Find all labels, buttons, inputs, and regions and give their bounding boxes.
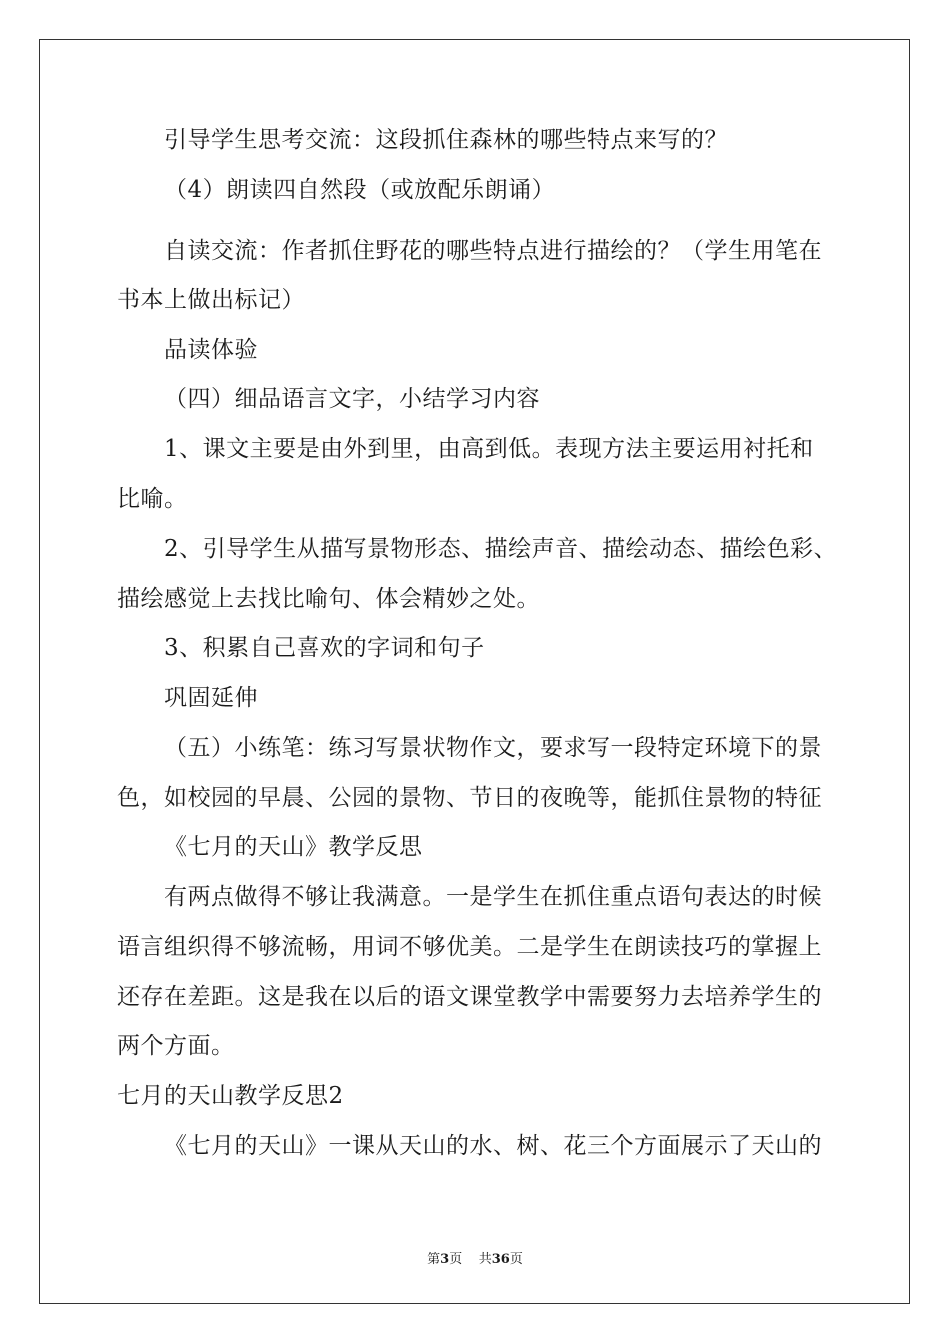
total-suffix: 页	[509, 1252, 523, 1267]
page-number: 3	[440, 1252, 450, 1267]
text-line: 比喻。	[117, 486, 188, 512]
section-heading: 七月的天山教学反思2	[117, 1083, 344, 1109]
text-line: 语言组织得不够流畅，用词不够优美。二是学生在朗读技巧的掌握上	[117, 934, 822, 960]
page-prefix: 第	[427, 1252, 441, 1267]
text-line: （四）细品语言文字，小结学习内容	[164, 386, 540, 412]
text-line: 品读体验	[164, 337, 258, 363]
page-footer	[0, 1248, 950, 1267]
text-line: 2、引导学生从描写景物形态、描绘声音、描绘动态、描绘色彩、	[164, 536, 838, 562]
page-border	[39, 39, 910, 1304]
text-line: 还存在差距。这是我在以后的语文课堂教学中需要努力去培养学生的	[117, 984, 822, 1010]
text-line: 自读交流：作者抓住野花的哪些特点进行描绘的？（学生用笔在	[164, 238, 822, 264]
text-line: 《七月的天山》一课从天山的水、树、花三个方面展示了天山的	[164, 1133, 822, 1159]
text-line: 《七月的天山》教学反思	[164, 834, 423, 860]
text-line: 有两点做得不够让我满意。一是学生在抓住重点语句表达的时候	[164, 884, 822, 910]
total-pages: 36	[491, 1252, 510, 1267]
page-suffix: 页	[449, 1252, 463, 1267]
text-line: 描绘感觉上去找比喻句、体会精妙之处。	[117, 586, 540, 612]
text-line: 色，如校园的早晨、公园的景物、节日的夜晚等，能抓住景物的特征	[117, 785, 822, 811]
total-prefix: 共	[478, 1252, 492, 1267]
text-line: （五）小练笔：练习写景状物作文，要求写一段特定环境下的景	[164, 735, 822, 761]
text-line: 两个方面。	[117, 1033, 235, 1059]
text-line: 书本上做出标记）	[117, 287, 305, 313]
text-line: （4）朗读四自然段（或放配乐朗诵）	[164, 177, 556, 203]
text-line: 巩固延伸	[164, 685, 258, 711]
text-line: 1、课文主要是由外到里，由高到低。表现方法主要运用衬托和	[164, 436, 814, 462]
text-line: 引导学生思考交流：这段抓住森林的哪些特点来写的？	[164, 127, 728, 153]
text-line: 3、积累自己喜欢的字词和句子	[164, 635, 485, 661]
